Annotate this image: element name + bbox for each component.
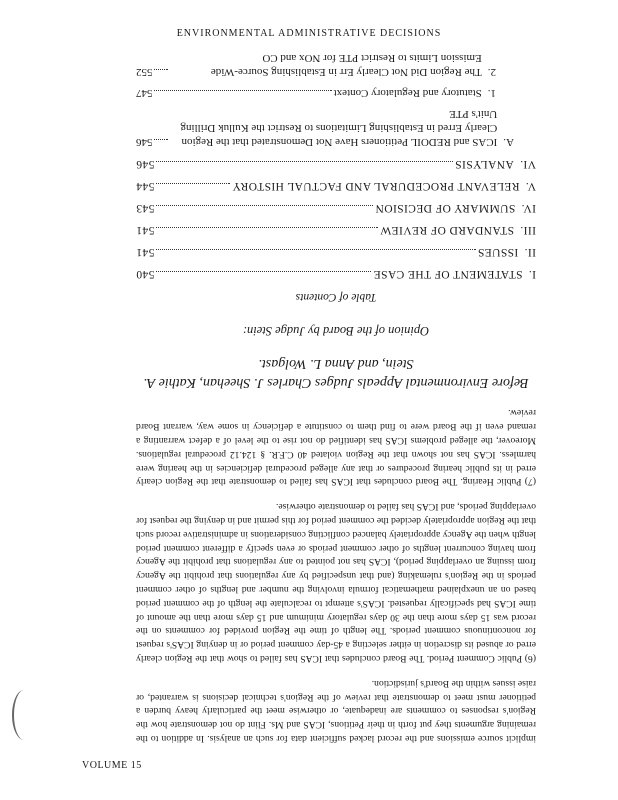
toc-entry-number: II. <box>524 245 536 258</box>
toc-entry-number: V. <box>525 179 536 192</box>
toc-leader-dots <box>155 139 169 140</box>
toc-entry-number: I. <box>528 267 536 280</box>
toc-entry-number: III. <box>520 223 536 236</box>
toc-leader-dots <box>156 161 452 162</box>
toc-leader-dots <box>156 205 373 206</box>
toc-entry-label: STATEMENT OF THE CASE <box>373 267 523 280</box>
toc-entry-number: 1. <box>487 86 496 99</box>
toc-entry-label: SUMMARY OF DECISION <box>375 201 516 214</box>
toc-entry <box>136 157 536 171</box>
toc-entry <box>136 179 536 193</box>
page-body-rotated <box>0 45 618 745</box>
toc-leader-dots <box>155 90 332 91</box>
toc-entry-page: 546 <box>136 135 153 148</box>
body-paragraph-1: implicit source emissions and the record lacked sufficient data for such an analysis. In addition to the remaining arguments they put forth in their Petitions, ICAS and Ms. Flint do not demonstrate how the Region's responses to comments are inadequate, or otherwise meet the particularly heavy burden a petitioner must meet to demonstrate that review of the Region's technical decisions is warranted, or raise issues within the Board's jurisdiction. <box>136 677 536 744</box>
toc-entry <box>136 107 536 149</box>
body-paragraph-2: (6) Public Comment Period. The Board concludes that ICAS has failed to show that the Region clearly erred or abused its discretion in either selecting a 45-day comment period or in denying ICAS's request for noncontinuous comment periods. The length of time the Region provided for comments on the record was 15 days more than the 30 days regulatory minimum and 15 days more than the amount of time ICAS had specifically requested. ICAS's attempt to recalculate the length of the comment period based on an unexplained mathematical formula involving the number and lengths of other comment periods in the Region's rulemaking (and that unspecified by any regulations that prohibit the Agency from issuing an overlapping period), ICAS has not pointed to any regulations that prohibit the Agency from having concurrent lengths of other comment periods or even specify a different comment period length when the Agency appropriately balanced conflicting considerations in administrative record such that the Region appropriately decided the comment period for this permit and in denying the request for overlapping periods, and ICAS has failed to demonstrate otherwise. <box>136 501 536 665</box>
toc-entry <box>136 201 536 215</box>
toc-leader-dots <box>155 69 169 70</box>
toc-entry-label: ISSUES <box>477 245 519 258</box>
toc-entry-page: 552 <box>136 65 153 78</box>
toc-entry <box>136 86 536 100</box>
table-of-contents <box>136 51 536 281</box>
toc-entry-label: ICAS and REDOIL Petitioners Have Not Demonstrated that the Region Clearly Erred in Establishing Limitations to Restrict the Kulluk Drilling Unit's PTE <box>180 107 498 148</box>
toc-leader-dots <box>156 271 371 272</box>
body-paragraph-3: (7) Public Hearing. The Board concludes that ICAS has failed to demonstrate that the Region clearly erred in its public hearing procedures or that any alleged procedural deficiencies in the hearing were harmless. ICAS has not shown that the Region violated 40 C.F.R. § 124.12 procedural regulations. Moreover, the alleged problems ICAS has identified do not rise to the level of a defect warranting a remand even if the Board were to find them to constitute a deficiency in some way, warrant Board review. <box>136 407 536 488</box>
toc-entry-number: IV. <box>521 201 536 214</box>
toc-entry <box>136 267 536 281</box>
running-header: ENVIRONMENTAL ADMINISTRATIVE DECISIONS <box>176 28 442 39</box>
panel-judges: Before Environmental Appeals Judges Charles J. Sheehan, Kathie A. Stein, and Anna L. Wolgast. <box>143 355 529 390</box>
toc-entry <box>136 51 536 79</box>
toc-entry-number: VI. <box>519 157 536 170</box>
opinion-heading: Opinion of the Board by Judge Stein: <box>242 323 430 338</box>
toc-entry-page: 543 <box>136 201 155 214</box>
toc-entry-label: STANDARD OF REVIEW <box>379 223 515 236</box>
toc-entry-label: ANALYSIS <box>454 157 514 170</box>
toc-entry-label: The Region Did Not Clearly Err in Establishing Source-Wide Emission Limits to Restrict PTE for NOx and CO <box>210 51 482 78</box>
toc-entry <box>136 245 536 259</box>
toc-entry-number: 2. <box>487 65 496 78</box>
toc-entry-page: 541 <box>136 223 155 236</box>
toc-entry-page: 546 <box>136 157 155 170</box>
toc-entry-page: 540 <box>136 267 155 280</box>
toc-leader-dots <box>156 183 230 184</box>
toc-entry-label: Statutory and Regulatory Context <box>333 86 482 99</box>
toc-entry-page: 541 <box>136 245 155 258</box>
toc-entry-page: 547 <box>136 86 153 99</box>
page-body <box>136 44 536 745</box>
toc-entry-page: 544 <box>136 179 155 192</box>
volume-footer: VOLUME 15 <box>82 760 142 771</box>
toc-leader-dots <box>156 249 475 250</box>
toc-leader-dots <box>156 227 378 228</box>
toc-entry-label: RELEVANT PROCEDURAL AND FACTUAL HISTORY <box>232 179 520 192</box>
toc-entry-number: A. <box>503 135 514 148</box>
toc-title: Table of Contents <box>295 290 377 303</box>
toc-entry <box>136 223 536 237</box>
